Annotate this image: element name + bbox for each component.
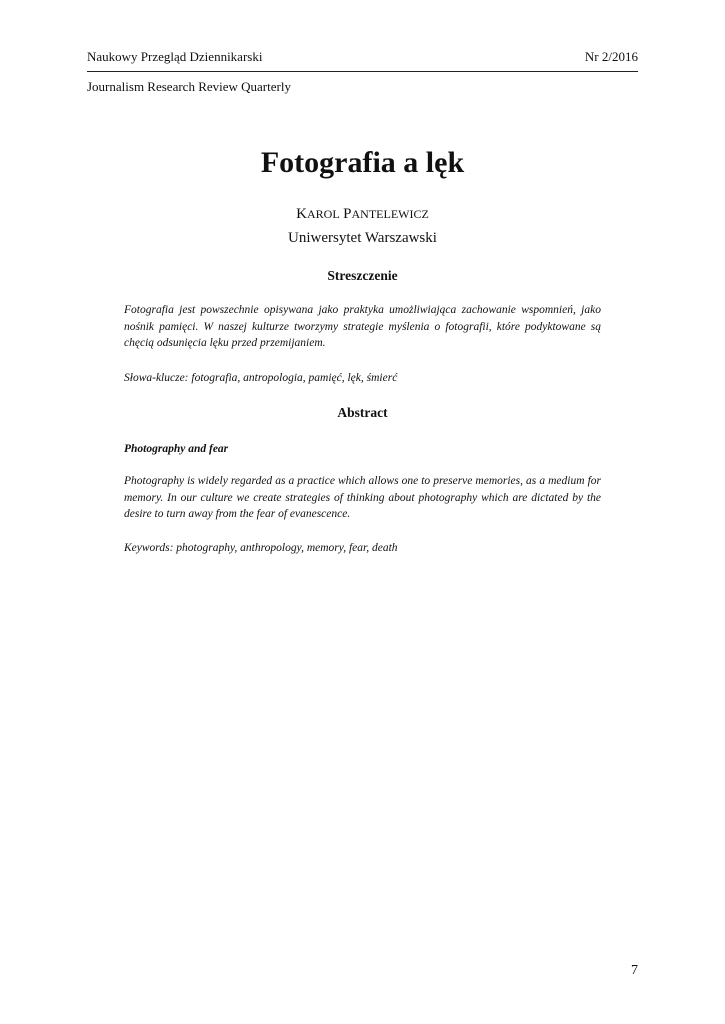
author-last-rest: ANTELEWICZ — [351, 207, 429, 221]
journal-name-english: Journalism Research Review Quarterly — [87, 79, 291, 94]
issue-number: Nr 2/2016 — [584, 49, 638, 64]
abstract-text-polish: Fotografia jest powszechnie opisywana jako praktyka umożliwiająca zachowanie wspomnień, jako nośnik pamięci. W naszej kulturze tworzymy strategie myślenia o fotografii, które podyktowane są chęcią odsunięcia lęku przed przemijaniem. — [124, 304, 601, 349]
abstract-text-english: Photography is widely regarded as a practice which allows one to preserve memories, as a medium for memory. In our culture we create strategies of thinking about photography which are dictated by the desire to turn away from the fear of evanescence. — [124, 475, 601, 520]
article-title: Fotografia a lęk — [260, 146, 465, 179]
abstract-heading-english: Abstract — [337, 405, 388, 420]
author-first-rest: AROL — [307, 207, 340, 221]
abstract-heading-polish: Streszczenie — [327, 268, 398, 283]
page-number: 7 — [631, 963, 638, 978]
author-affiliation: Uniwersytet Warszawski — [288, 230, 437, 246]
author-name — [0, 206, 725, 223]
header-divider — [87, 71, 638, 72]
keywords-polish: Słowa-klucze: fotografia, antropologia, pamięć, lęk, śmierć — [124, 372, 398, 384]
english-title: Photography and fear — [124, 443, 229, 455]
author-last-initial: P — [343, 206, 352, 222]
author-first-initial: K — [296, 206, 307, 222]
keywords-english: Keywords: photography, anthropology, memory, fear, death — [124, 542, 398, 554]
journal-name-polish: Naukowy Przegląd Dziennikarski — [87, 49, 263, 64]
